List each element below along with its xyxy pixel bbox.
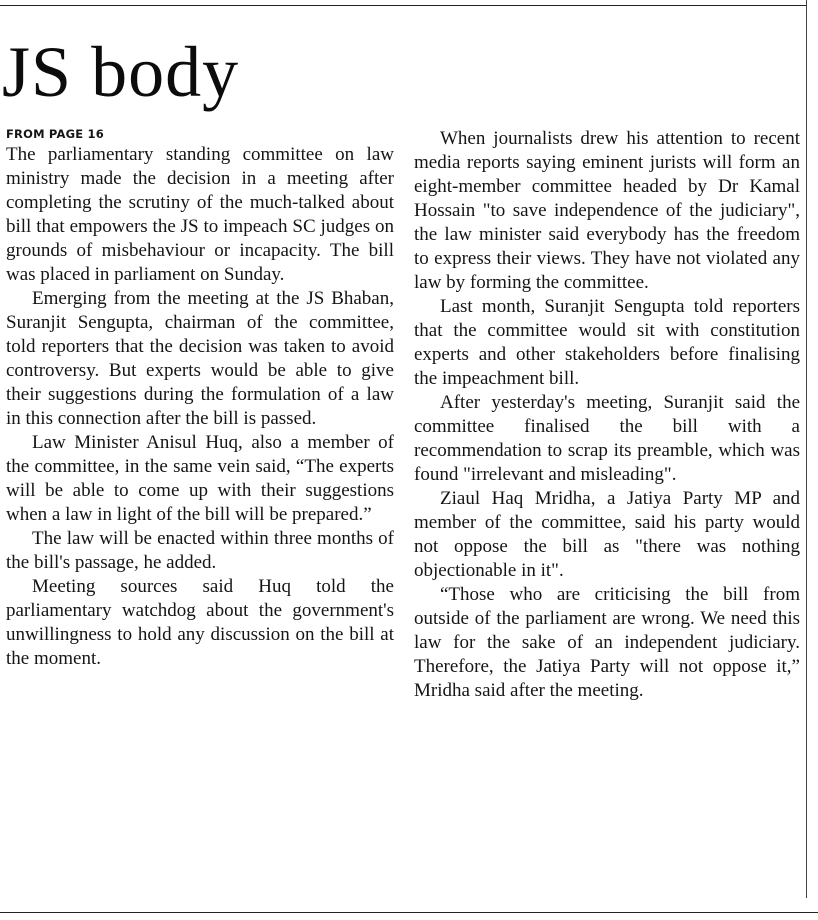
paragraph: Last month, Suranjit Sengupta told reporters that the committee would sit with constitution experts and other stakeholders before finalising the impeachment bill.	[414, 296, 800, 389]
paragraph: Meeting sources said Huq told the parliamentary watchdog about the government's unwillingness to hold any discussion on the bill at the moment.	[6, 576, 394, 669]
headline: JS body	[2, 32, 240, 112]
paragraph: When journalists drew his attention to recent media reports saying eminent jurists will form an eight-member committee headed by Dr Kamal Hossain "to save independence of the judiciary", the law minister said everybody has the freedom to express their views. They have not violated any law by forming the committee.	[414, 128, 800, 293]
bottom-rule	[0, 912, 818, 913]
dateline: FROM PAGE 16	[6, 127, 104, 141]
top-rule	[0, 5, 806, 6]
paragraph: “Those who are criticising the bill from outside of the parliament are wrong. We need this law for the sake of an independent judiciary. Therefore, the Jatiya Party will not oppose it,” Mridha said after the meeting.	[414, 584, 800, 701]
paragraph: The parliamentary standing committee on law ministry made the decision in a meeting after completing the scrutiny of the much-talked about bill that empowers the JS to impeach SC judges on grounds of misbehaviour or incapacity. The bill was placed in parliament on Sunday.	[6, 144, 394, 285]
paragraph: After yesterday's meeting, Suranjit said the committee finalised the bill with a recommendation to scrap its preamble, which was found "irrelevant and misleading".	[414, 392, 800, 485]
paragraph: The law will be enacted within three months of the bill's passage, he added.	[6, 528, 394, 573]
column-rule	[806, 0, 807, 898]
article-column-right	[414, 127, 800, 703]
paragraph: Law Minister Anisul Huq, also a member of the committee, in the same vein said, “The experts will be able to come up with their suggestions when a law in light of the bill will be prepared.”	[6, 432, 394, 525]
paragraph: Ziaul Haq Mridha, a Jatiya Party MP and member of the committee, said his party would not oppose the bill as "there was nothing objectionable in it".	[414, 488, 800, 581]
paragraph: Emerging from the meeting at the JS Bhaban, Suranjit Sengupta, chairman of the committee, told reporters that the decision was taken to avoid controversy. But experts would be able to give their suggestions during the formulation of a law in this connection after the bill is passed.	[6, 288, 394, 429]
article-column-left	[6, 125, 394, 671]
